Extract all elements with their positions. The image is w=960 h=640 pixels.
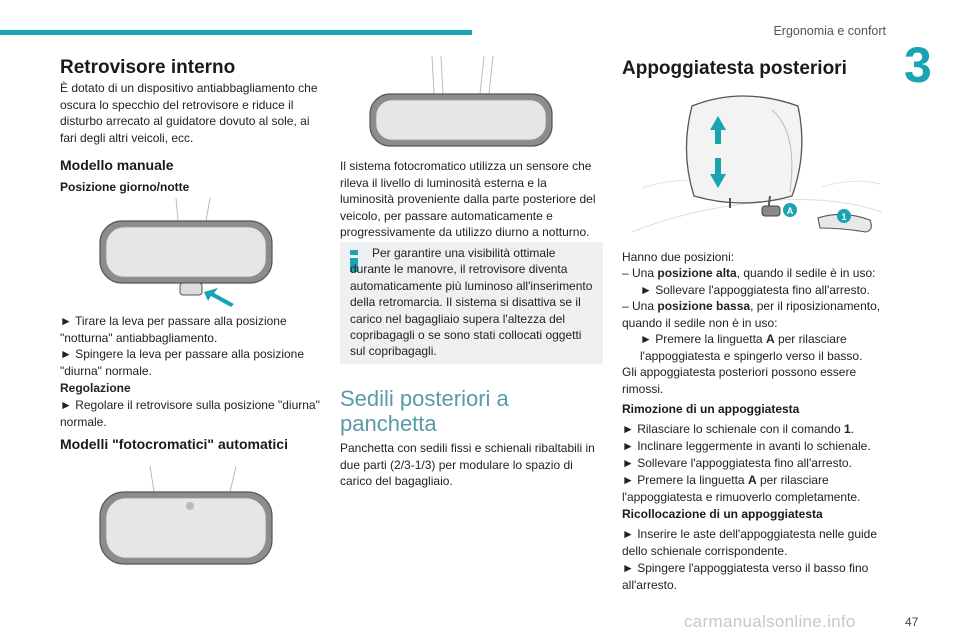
- high-position-step: ► Sollevare l'appoggiatesta fino all'arresto.: [640, 283, 870, 297]
- manual-step-day: ► Spingere la leva per passare alla posizione "diurna" normale.: [60, 347, 305, 378]
- top-mirror-illustration: [366, 56, 556, 148]
- removal-step-2: ► Inclinare leggermente in avanti lo schienale.: [622, 439, 871, 453]
- manual-mirror-illustration: [96, 196, 276, 306]
- info-note-text: Per garantire una visibilità ottimale durante le manovre, il retrovisore diventa automaticamente più luminoso all'inserimento della retromarcia. Il sistema si disattiva se il carico nel bagagliaio supera l'altezza del copribagagli o se sono stati collocati oggetti sul copribagagli.: [350, 246, 593, 359]
- watermark: carmanualsonline.info: [684, 612, 856, 631]
- header-accent-bar: [0, 30, 472, 35]
- daynight-title: Posizione giorno/notte: [60, 180, 190, 194]
- removal-step-3: ► Sollevare l'appoggiatesta fino all'arresto.: [622, 456, 852, 470]
- photochromic-description: Il sistema fotocromatico utilizza un sensore che rileva il livello di luminosità esterna e la luminosità proveniente dalla parte posteriore del veicolo, per passare automaticamente e progressivamente da utilizzo diurno a notturno.: [340, 159, 596, 240]
- label-a-text: A: [786, 206, 794, 216]
- adjustment-step: ► Regolare il retrovisore sulla posizione "diurna" normale.: [60, 398, 320, 429]
- refit-title: Ricollocazione di un appoggiatesta: [622, 507, 823, 521]
- headrest-illustration: [622, 92, 886, 242]
- bench-seats-title: Sedili posteriori a panchetta: [340, 386, 509, 436]
- section-title: Ergonomia e confort: [773, 24, 886, 38]
- rearview-mirror-title: Retrovisore interno: [60, 57, 236, 78]
- page-number: 47: [905, 615, 919, 629]
- removal-title: Rimozione di un appoggiatesta: [622, 402, 800, 416]
- refit-step-1: ► Inserire le aste dell'appoggiatesta nelle guide dello schienale corrispondente.: [622, 527, 877, 558]
- positions-intro: Hanno due posizioni:: [622, 250, 735, 264]
- removal-step-4: ► Premere la linguetta A per rilasciare l'appoggiatesta e rimuoverlo completamente.: [622, 473, 861, 504]
- pull-arrow-icon: [204, 288, 234, 307]
- chapter-number: 3: [904, 37, 932, 93]
- photochromic-mirror-illustration: [96, 462, 276, 572]
- light-sensor-icon: [186, 502, 194, 510]
- removable-note: Gli appoggiatesta posteriori possono essere rimossi.: [622, 365, 857, 396]
- refit-step-2: ► Spingere l'appoggiatesta verso il basso fino all'arresto.: [622, 561, 869, 592]
- auto-models-title: Modelli "fotocromatici" automatici: [60, 436, 288, 452]
- manual-step-night: ► Tirare la leva per passare alla posizione "notturna" antiabbagliamento.: [60, 314, 287, 345]
- low-position-step: ► Premere la linguetta A per rilasciare l'appoggiatesta e spingerlo verso il basso.: [640, 332, 863, 363]
- removal-step-1: ► Rilasciare lo schienale con il comando 1.: [622, 422, 855, 436]
- adjustment-label: Regolazione: [60, 381, 131, 395]
- high-position-item: – Una posizione alta, quando il sedile è in uso:: [622, 266, 876, 280]
- rearview-intro: È dotato di un dispositivo antiabbagliamento che oscura lo specchio del retrovisore e riduce il disturbo arrecato al guidatore dovuto al sole, ai fari degli altri veicoli, ecc.: [60, 81, 318, 145]
- low-position-item: – Una posizione bassa, per il riposizionamento, quando il sedile non è in uso:: [622, 299, 881, 330]
- bench-seats-description: Panchetta con sedili fissi e schienali ribaltabili in due parti (2/3-1/3) per modulare lo spazio di carico del bagagliaio.: [340, 441, 595, 489]
- rear-headrests-title: Appoggiatesta posteriori: [622, 58, 847, 79]
- info-note: [340, 242, 603, 364]
- label-1-text: 1: [841, 212, 847, 222]
- manual-model-title: Modello manuale: [60, 157, 174, 173]
